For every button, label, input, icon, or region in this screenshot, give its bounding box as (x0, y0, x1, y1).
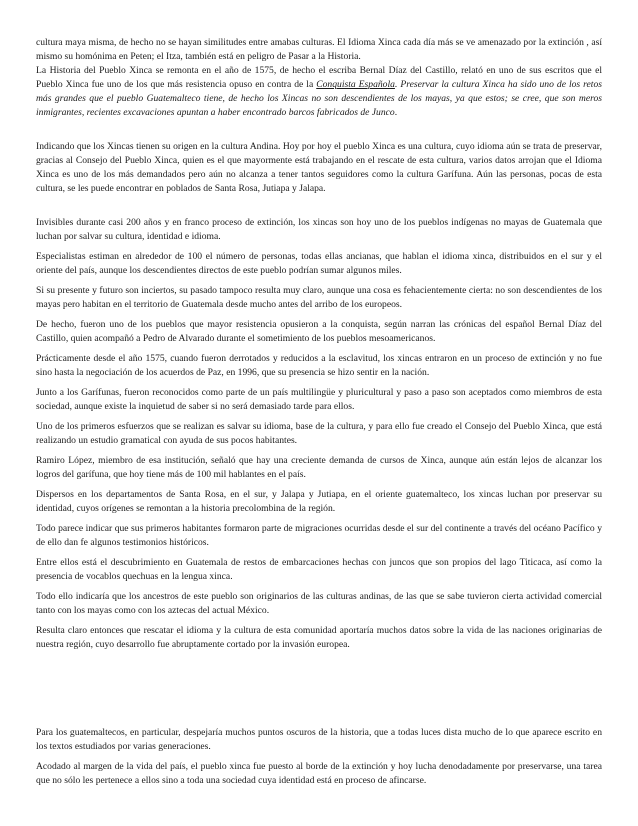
conquista-link: Conquista Española (316, 79, 395, 90)
body-section (36, 216, 602, 652)
intro-text-2c: . (394, 107, 398, 118)
body-paragraph: Todo ello indicaría que los ancestros de este pueblo son originarios de las culturas andinas, de las que se sabe tuvieron cierta actividad comercial tanto con los mayas como con los aztecas del actual México. (36, 591, 602, 616)
intro-paragraph (36, 36, 602, 120)
body-paragraph: Invisibles durante casi 200 años y en franco proceso de extinción, los xincas son hoy uno de los pueblos indígenas no mayas de Guatemala que luchan por salvar su cultura, identidad e idioma. (36, 217, 602, 242)
body-paragraph: Junto a los Garífunas, fueron reconocidos como parte de un país multilingüe y pluricultural y paso a paso son aceptados como miembros de esta sociedad, aunque existe la inquietud de saber si no será demasiado tarde para ellos. (36, 387, 602, 412)
body-paragraph: De hecho, fueron uno de los pueblos que mayor resistencia opusieron a la conquista, según narran las crónicas del español Bernal Díaz del Castillo, quien acompañó a Pedro de Alvarado durante el sometimiento de los pueblos mesoamericanos. (36, 319, 602, 344)
body-paragraph: Ramiro López, miembro de esa institución, señaló que hay una creciente demanda de cursos de Xinca, aunque aún están lejos de alcanzar los logros del garífuna, que hoy tiene más de 100 mil hablantes en el país. (36, 455, 602, 480)
body-paragraph: Prácticamente desde el año 1575, cuando fueron derrotados y reducidos a la esclavitud, los xincas entraron en un proceso de extinción y no fue sino hasta la negociación de los acuerdos de Paz, en 1996, que su presencia se hizo sentir en la nación. (36, 353, 602, 378)
body-paragraph: Todo parece indicar que sus primeros habitantes formaron parte de migraciones ocurridas desde el sur del continente a través del océano Pacífico y de ello dan fe algunos testimonios históricos. (36, 523, 602, 548)
closing-section (36, 726, 602, 788)
intro-section (36, 36, 602, 120)
closing-paragraph: Acodado al margen de la vida del país, el pueblo xinca fue puesto al borde de la extinción y hoy lucha denodadamente por preservarse, una tarea que no sólo les pertenece a ellos sino a toda una sociedad cuya identidad está en proceso de afincarse. (36, 761, 602, 786)
closing-paragraph: Para los guatemaltecos, en particular, despejaría muchos puntos oscuros de la historia, que a todas luces dista mucho de lo que aparece escrito en los textos estudiados por varias generaciones. (36, 727, 602, 752)
andina-paragraph: Indicando que los Xincas tienen su origen en la cultura Andina. Hoy por hoy el pueblo Xinca es una cultura, cuyo idioma aún se trata de preservar, gracias al Consejo del Pueblo Xinca, quien es el que mayormente está trabajando en el rescate de esta cultura, varios datos arrojan que el Idioma Xinca es uno de los más demandados pero aún no alcanza a tener tantos seguidores como la cultura Garífuna. Aún las personas, pocas de esta cultura, se les puede encontrar en poblados de Santa Rosa, Jutiapa y Jalapa. (36, 141, 602, 194)
body-paragraph: Si su presente y futuro son inciertos, su pasado tampoco resulta muy claro, aunque una cosa es fehacientemente cierta: no son descendientes de los mayas pero habitan en el territorio de Guatemala desde mucho antes del arribo de los europeos. (36, 285, 602, 310)
body-paragraph: Especialistas estiman en alrededor de 100 el número de personas, todas ellas ancianas, que hablan el idioma xinca, distribuidos en el sur y el oriente del país, aunque los descendientes directos de este pueblo podrían sumar algunos miles. (36, 251, 602, 276)
body-paragraph: Dispersos en los departamentos de Santa Rosa, en el sur, y Jalapa y Jutiapa, en el oriente guatemalteco, los xincas luchan por preservar su identidad, cuyos orígenes se remontan a la historia precolombina de la región. (36, 489, 602, 514)
body-paragraph: Entre ellos está el descubrimiento en Guatemala de restos de embarcaciones hechas con juncos que son propios del lago Titicaca, así como la presencia de vocablos quechuas en la lengua xinca. (36, 557, 602, 582)
intro-text-2b: . Preservar la cultura Xinca ha sido uno de los retos más grandes que el pueblo Guatemalteco tiene, de hecho los Xincas no son descendientes de los mayas, ya que estos; se cree, que son meros inmigrantes, recientes excavaciones apuntan a haber encontrado barcos fabricados de Junco (36, 79, 602, 118)
intro-text-2a: La Historia del Pueblo Xinca se remonta en el año de 1575, de hecho el escriba Bernal Díaz del Castillo, relató en uno de sus escritos que el Pueblo Xinca fue uno de los que más resistencia opuso en contra de la (36, 65, 602, 90)
body-paragraph: Uno de los primeros esfuerzos que se realizan es salvar su idioma, base de la cultura, y para ello fue creado el Consejo del Pueblo Xinca, que está realizando un estudio gramatical con ayuda de sus pocos habitantes. (36, 421, 602, 446)
intro-text-1: cultura maya misma, de hecho no se hayan similitudes entre amabas culturas. El Idioma Xinca cada día más se ve amenazado por la extinción , así mismo su homónima en Peten; el Itza, también está en peligro de Pasar a la Historia. (36, 37, 602, 62)
body-paragraph: Resulta claro entonces que rescatar el idioma y la cultura de esta comunidad aportaría muchos datos sobre la vida de las naciones originarias de nuestra región, cuyo desarrollo fue abruptamente cortado por la invasión europea. (36, 625, 602, 650)
